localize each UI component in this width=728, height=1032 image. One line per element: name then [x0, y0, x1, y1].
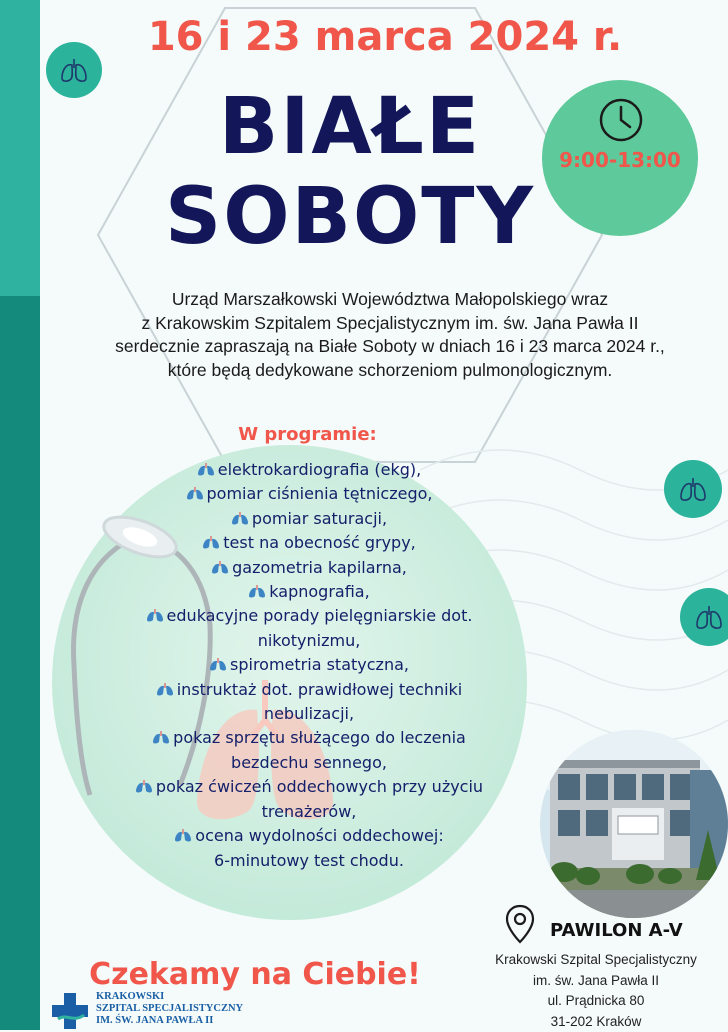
- program-item-text: elektrokardiografia (ekg),: [218, 460, 422, 479]
- program-item-text: pomiar saturacji,: [252, 509, 387, 528]
- program-item: [100, 482, 518, 506]
- lungs-icon: [248, 584, 266, 598]
- intro-line: które będą dedykowane schorzeniom pulmonologicznym.: [80, 359, 700, 383]
- program-item-text: gazometria kapilarna,: [232, 558, 407, 577]
- program-item-text: spirometria statyczna,: [230, 655, 409, 674]
- program-item: [100, 604, 518, 628]
- lungs-icon: [156, 682, 174, 696]
- program-item-text: pokaz sprzętu służącego do leczenia: [173, 728, 466, 747]
- lungs-icon: [174, 828, 192, 842]
- program-item-continuation: 6-minutowy test chodu.: [100, 849, 518, 873]
- program-item: [100, 580, 518, 604]
- program-item-continuation: nikotynizmu,: [100, 629, 518, 653]
- program-item-continuation: trenażerów,: [100, 800, 518, 824]
- hospital-logo-icon: [52, 993, 88, 1029]
- intro-text: [80, 288, 700, 382]
- hospital-building-photo: [540, 730, 728, 918]
- program-item-continuation: bezdechu sennego,: [100, 751, 518, 775]
- call-to-action: Czekamy na Ciebie!: [30, 957, 480, 992]
- clock-icon: [598, 97, 644, 143]
- program-heading: W programie:: [150, 424, 465, 445]
- logo-line: IM. ŚW. JANA PAWŁA II: [96, 1015, 256, 1027]
- program-item: [100, 824, 518, 848]
- lungs-icon: [152, 730, 170, 744]
- program-item-text: pomiar ciśnienia tętniczego,: [207, 484, 433, 503]
- lungs-icon: [679, 476, 707, 502]
- lungs-icon: [146, 608, 164, 622]
- lungs-badge-right-1: [664, 460, 722, 518]
- program-item: [100, 653, 518, 677]
- lungs-icon: [211, 560, 229, 574]
- lungs-icon: [202, 535, 220, 549]
- title-line-2: SOBOTY: [0, 172, 700, 262]
- lungs-icon: [231, 511, 249, 525]
- program-item: [100, 531, 518, 555]
- program-item: [100, 507, 518, 531]
- location-pin-icon: [505, 904, 535, 944]
- hospital-address: [476, 950, 716, 1032]
- intro-line: serdecznie zapraszają na Białe Soboty w dniach 16 i 23 marca 2024 r.,: [80, 335, 700, 359]
- program-item: [100, 775, 518, 799]
- program-item: [100, 556, 518, 580]
- intro-line: z Krakowskim Szpitalem Specjalistycznym im. św. Jana Pawła II: [80, 312, 700, 336]
- program-item-text: instruktaż dot. prawidłowej techniki: [177, 680, 463, 699]
- program-item-text: test na obecność grypy,: [223, 533, 416, 552]
- time-label: 9:00-13:00: [542, 148, 698, 172]
- address-line: ul. Prądnicka 80: [476, 991, 716, 1012]
- hospital-logo-text: [96, 991, 256, 1027]
- lungs-icon: [186, 486, 204, 500]
- lungs-icon: [60, 57, 88, 83]
- program-item-text: pokaz ćwiczeń oddechowych przy użyciu: [156, 777, 483, 796]
- program-item: [100, 458, 518, 482]
- program-item-text: kapnografia,: [269, 582, 369, 601]
- lungs-badge-top-left: [46, 42, 102, 98]
- program-item: [100, 726, 518, 750]
- event-date: 16 i 23 marca 2024 r.: [0, 14, 728, 60]
- pavilion-label: PAWILON A-V: [550, 920, 720, 941]
- lungs-icon: [197, 462, 215, 476]
- program-item-text: ocena wydolności oddechowej:: [195, 826, 443, 845]
- intro-line: Urząd Marszałkowski Województwa Małopolskiego wraz: [80, 288, 700, 312]
- program-list: [100, 458, 518, 873]
- program-item-continuation: nebulizacji,: [100, 702, 518, 726]
- address-line: Krakowski Szpital Specjalistyczny: [476, 950, 716, 971]
- logo-line: KRAKOWSKI: [96, 991, 256, 1003]
- program-item-text: edukacyjne porady pielęgniarskie dot.: [167, 606, 473, 625]
- lungs-icon: [135, 779, 153, 793]
- title-line-1: BIAŁE: [0, 82, 700, 172]
- address-line: im. św. Jana Pawła II: [476, 971, 716, 992]
- building-illustration: [540, 730, 728, 918]
- logo-line: SZPITAL SPECJALISTYCZNY: [96, 1003, 256, 1015]
- address-line: 31-202 Kraków: [476, 1012, 716, 1032]
- lungs-icon: [695, 604, 723, 630]
- lungs-icon: [209, 657, 227, 671]
- program-item: [100, 678, 518, 702]
